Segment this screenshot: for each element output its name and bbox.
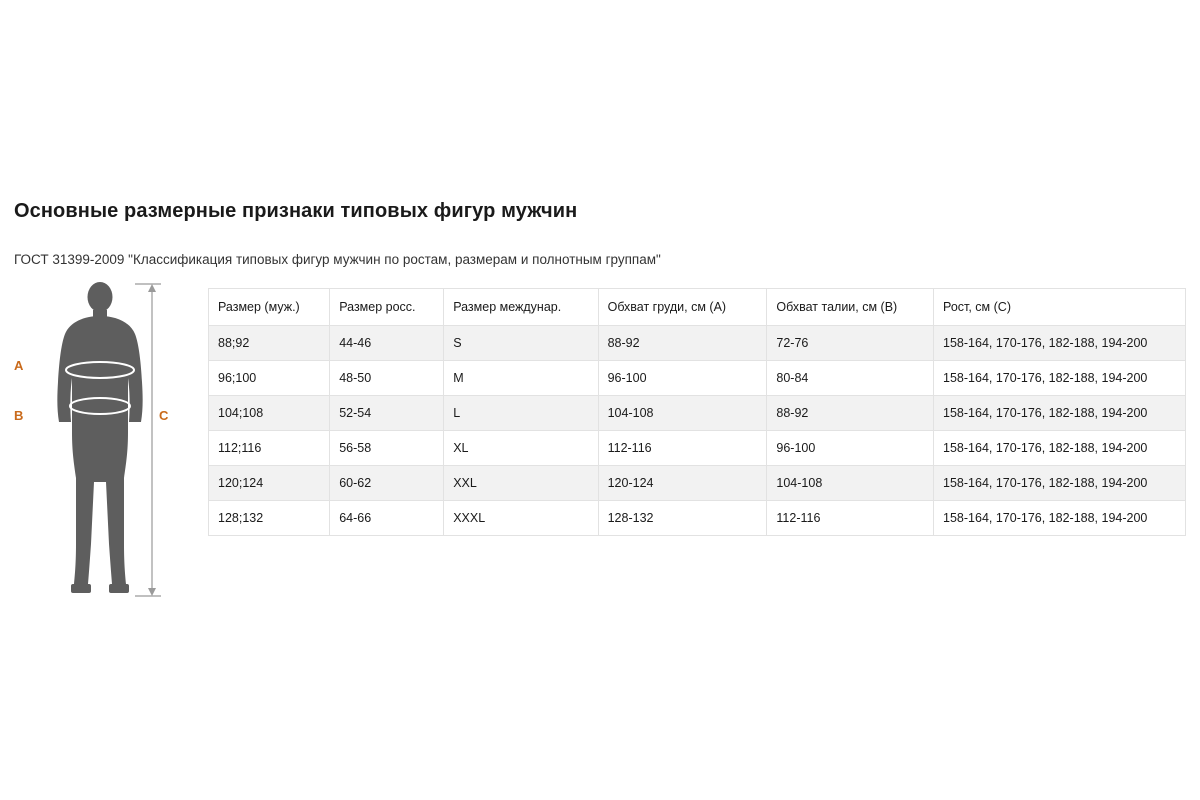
cell-size-ru: 44-46 xyxy=(330,326,444,361)
male-silhouette-icon xyxy=(54,282,146,600)
cell-chest: 120-124 xyxy=(598,466,767,501)
cell-height: 158-164, 170-176, 182-188, 194-200 xyxy=(934,431,1186,466)
cell-chest: 88-92 xyxy=(598,326,767,361)
cell-size-intl: XL xyxy=(444,431,598,466)
cell-size-ru: 48-50 xyxy=(330,361,444,396)
cell-size-ru: 56-58 xyxy=(330,431,444,466)
cell-waist: 88-92 xyxy=(767,396,934,431)
table-head xyxy=(209,289,1186,326)
column-header-size-men: Размер (муж.) xyxy=(209,289,330,326)
cell-size-ru: 52-54 xyxy=(330,396,444,431)
cell-waist: 96-100 xyxy=(767,431,934,466)
cell-height: 158-164, 170-176, 182-188, 194-200 xyxy=(934,466,1186,501)
cell-size-ru: 60-62 xyxy=(330,466,444,501)
cell-size-intl: S xyxy=(444,326,598,361)
table-row xyxy=(209,431,1186,466)
column-header-chest: Обхват груди, см (A) xyxy=(598,289,767,326)
cell-size-men: 112;116 xyxy=(209,431,330,466)
size-table xyxy=(208,288,1186,536)
cell-size-intl: XXL xyxy=(444,466,598,501)
cell-waist: 112-116 xyxy=(767,501,934,536)
table-header-row xyxy=(209,289,1186,326)
cell-size-intl: XXXL xyxy=(444,501,598,536)
table-row xyxy=(209,396,1186,431)
cell-chest: 128-132 xyxy=(598,501,767,536)
page-title: Основные размерные признаки типовых фигур мужчин xyxy=(14,200,578,222)
table-row xyxy=(209,326,1186,361)
table-body xyxy=(209,326,1186,536)
cell-height: 158-164, 170-176, 182-188, 194-200 xyxy=(934,361,1186,396)
table-row xyxy=(209,501,1186,536)
cell-waist: 80-84 xyxy=(767,361,934,396)
height-arrow-icon xyxy=(135,282,165,600)
measurement-figure xyxy=(14,282,194,602)
table-row xyxy=(209,361,1186,396)
cell-height: 158-164, 170-176, 182-188, 194-200 xyxy=(934,396,1186,431)
size-table-container xyxy=(208,288,1186,536)
column-header-size-ru: Размер росс. xyxy=(330,289,444,326)
page-subtitle: ГОСТ 31399-2009 "Классификация типовых фигур мужчин по ростам, размерам и полнотным группам" xyxy=(14,252,661,267)
cell-waist: 72-76 xyxy=(767,326,934,361)
cell-size-intl: L xyxy=(444,396,598,431)
cell-size-men: 120;124 xyxy=(209,466,330,501)
column-header-size-intl: Размер междунар. xyxy=(444,289,598,326)
cell-height: 158-164, 170-176, 182-188, 194-200 xyxy=(934,326,1186,361)
cell-chest: 96-100 xyxy=(598,361,767,396)
cell-height: 158-164, 170-176, 182-188, 194-200 xyxy=(934,501,1186,536)
cell-size-intl: M xyxy=(444,361,598,396)
cell-size-men: 128;132 xyxy=(209,501,330,536)
label-height-c: C xyxy=(159,408,169,423)
cell-size-men: 104;108 xyxy=(209,396,330,431)
cell-size-men: 88;92 xyxy=(209,326,330,361)
label-waist-b: B xyxy=(14,408,24,423)
label-chest-a: A xyxy=(14,358,24,373)
cell-size-ru: 64-66 xyxy=(330,501,444,536)
cell-size-men: 96;100 xyxy=(209,361,330,396)
table-row xyxy=(209,466,1186,501)
cell-waist: 104-108 xyxy=(767,466,934,501)
column-header-height: Рост, см (C) xyxy=(934,289,1186,326)
cell-chest: 104-108 xyxy=(598,396,767,431)
column-header-waist: Обхват талии, см (B) xyxy=(767,289,934,326)
cell-chest: 112-116 xyxy=(598,431,767,466)
